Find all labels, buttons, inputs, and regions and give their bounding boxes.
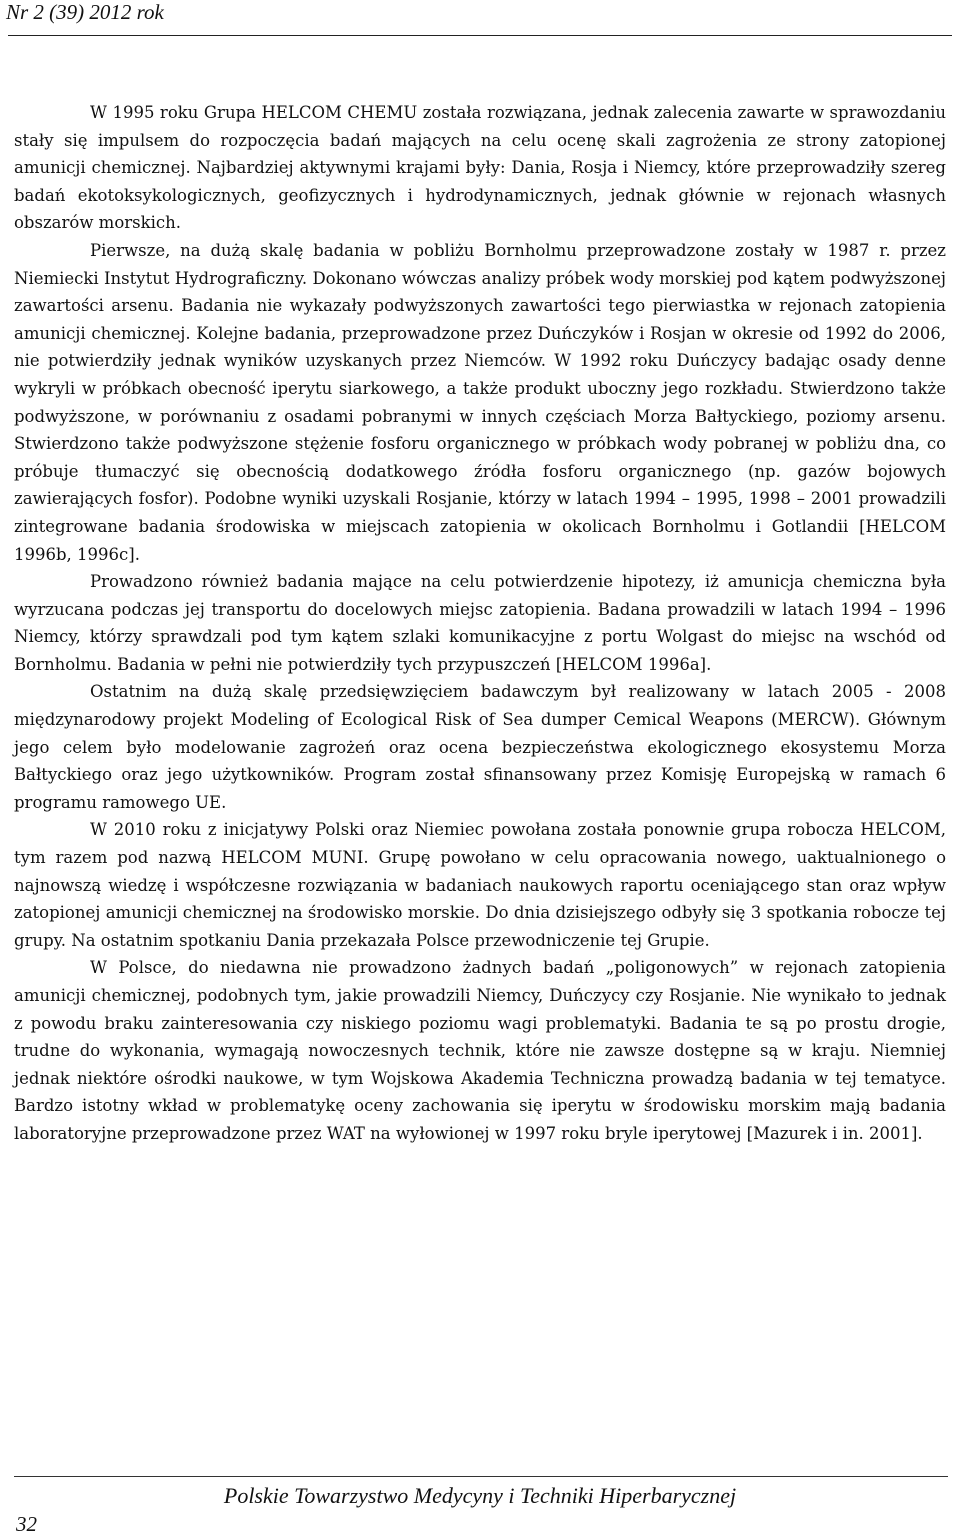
article-body [14,99,946,1148]
footer-journal-name: Polskie Towarzystwo Medycyny i Techniki Hiperbarycznej [223,1483,737,1508]
paragraph-helcom-chemu: W 1995 roku Grupa HELCOM CHEMU została rozwiązana, jednak zalecenia zawarte w sprawozdaniu stały się impulsem do rozpoczęcia badań mających na celu ocenę skali zagrożenia ze strony zatopionej amunicji chemicznej. Najbardziej aktywnymi krajami były: Dania, Rosja i Niemcy, które przeprowadziły szereg badań ekotoksykologicznych, geofizycznych i hydrodynamicznych, jednak głównie w rejonach własnych obszarów morskich. [14,103,946,233]
page-number: 32 [16,1512,37,1536]
paragraph-poland-research: W Polsce, do niedawna nie prowadzono żadnych badań „poligonowych” w rejonach zatopienia amunicji chemicznej, podobnych tym, jakie prowadzili Niemcy, Duńczycy czy Rosjanie. Nie wynikało to jednak z powodu braku zainteresowania czy niskiego poziomu wagi problematyki. Badania te są po prostu drogie, trudne do wykonania, wymagają nowoczesnych technik, które nie zawsze dostępne są w kraju. Niemniej jednak niektóre ośrodki naukowe, w tym Wojskowa Akademia Techniczna prowadzą badania w tej tematyce. Bardzo istotny wkład w problematykę oceny zachowania się iperytu w środowisku morskim mają badania laboratoryjne przeprowadzone przez WAT na wyłowionej w 1997 roku bryle iperytowej [Mazurek i in. 2001]. [14,958,946,1143]
paragraph-mercw-project: Ostatnim na dużą skalę przedsięwzięciem badawczym był realizowany w latach 2005 - 2008 międzynarodowy projekt Modeling of Ecological Risk of Sea dumper Cemical Weapons (MERCW). Głównym jego celem było modelowanie zagrożeń oraz ocena bezpieczeństwa ekologicznego ekosystemu Morza Bałtyckiego oraz jego użytkowników. Program został sfinansowany przez Komisję Europejską w ramach 6 programu ramowego UE. [14,682,946,812]
header-divider [8,35,952,36]
paragraph-bornholm-research: Pierwsze, na dużą skalę badania w pobliżu Bornholmu przeprowadzone zostały w 1987 r. przez Niemiecki Instytut Hydrograficzny. Dokonano wówczas analizy próbek wody morskiej pod kątem podwyższonej zawartości arsenu. Badania nie wykazały podwyższonych zawartości tego pierwiastka w rejonach zatopienia amunicji chemicznej. Kolejne badania, przeprowadzone przez Duńczyków i Rosjan w okresie od 1992 do 2006, nie potwierdziły jednak wyników uzyskanych przez Niemców. W 1992 roku Duńczycy badając osady denne wykryli w próbkach obecność iperytu siarkowego, a także produkt uboczny jego rozkładu. Stwierdzono także podwyższone, w porównaniu z osadami pobranymi w innych częściach Morza Bałtyckiego, poziomy arsenu. Stwierdzono także podwyższone stężenie fosforu organicznego w próbkach wody pobranej w pobliżu dna, co próbuje tłumaczyć się obecnością dodatkowego źródła fosforu organicznego (np. gazów bojowych zawierających fosfor). Podobne wyniki uzyskali Rosjanie, którzy w latach 1994 – 1995, 1998 – 2001 prowadzili zintegrowane badania środowiska w miejscach zatopienia w okolicach Bornholmu i Gotlandii [HELCOM 1996b, 1996c]. [14,240,946,564]
footer-divider [14,1476,948,1477]
journal-issue-header: Nr 2 (39) 2012 rok [6,0,164,24]
paragraph-helcom-muni: W 2010 roku z inicjatywy Polski oraz Niemiec powołana została ponownie grupa robocza HELCOM, tym razem pod nazwą HELCOM MUNI. Grupę powołano w celu opracowania nowego, uaktualnionego o najnowszą wiedzę i współczesne rozwiązania w badaniach naukowych raportu oceniającego stan oraz wpływ zatopionej amunicji chemicznej na środowisko morskie. Do dnia dzisiejszego odbyły się 3 spotkania robocze tej grupy. Na ostatnim spotkaniu Dania przekazała Polsce przewodniczenie tej Grupie. [14,820,946,950]
paragraph-transport-hypothesis: Prowadzono również badania mające na celu potwierdzenie hipotezy, iż amunicja chemiczna była wyrzucana podczas jej transportu do docelowych miejsc zatopienia. Badana prowadzili w latach 1994 – 1996 Niemcy, którzy sprawdzali pod tym kątem szlaki komunikacyjne z portu Wolgast do miejsc na wschód od Bornholmu. Badania w pełni nie potwierdziły tych przypuszczeń [HELCOM 1996a]. [14,572,946,674]
